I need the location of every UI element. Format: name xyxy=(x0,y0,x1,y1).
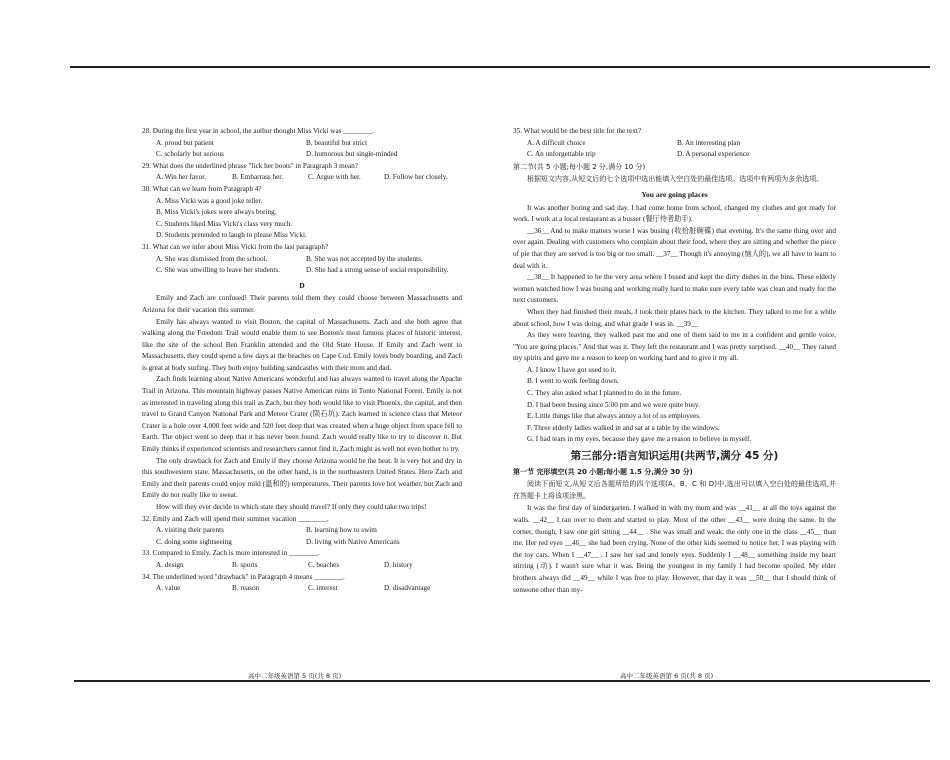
options-row xyxy=(142,172,462,184)
answer-option: D. humorous but single-minded xyxy=(306,150,398,159)
answer-option: D. Follow her closely. xyxy=(384,173,448,182)
cloze-passage: It was the first day of kindergarten. I walked in with my mom and was __41__ at all the toys against the walls. __42__ I ran over to them and started to play. Most of the other __43__ were doing the same. In the corner, though, I saw one girl sitting __44__ . She was small and weak, the only one in the class __45__ than me. Her red eyes __46__ she had been crying. None of the other kids seemed to notice her. I was playing with the toy cars. When I __47__ , I saw her sad and lonely eyes. Suddenly I __48__ something inside my heart stirring (动). I wasn't sure what it was. Being the youngest in my family I had become spoiled. My elder brothers always did __49__ while I was free to play. However, that day it was __50__ that I should think of someone other than my- xyxy=(513,504,836,594)
answer-option: C. She was unwilling to leave her students. xyxy=(156,266,280,275)
bottom-border-line xyxy=(74,680,930,682)
question-stem: 28. During the first year in school, the author thought Miss Vicki was ________. xyxy=(142,127,374,135)
question-stem: 35. What would be the best title for the text? xyxy=(513,127,642,135)
page-footer-left: 高中二年级英语第 5 页(共 8 页) xyxy=(248,672,342,680)
answer-option: C. Students liked Miss Vicki's class very much. xyxy=(156,219,293,228)
answer-option: C. doing some sightseeing xyxy=(156,537,232,546)
question-stem: 30. What can we learn from Paragraph 4? xyxy=(142,184,262,193)
answer-option: C. Argue with her. xyxy=(308,173,361,182)
section-1-heading: 第一节 完形填空(共 20 小题;每小题 1.5 分,满分 30 分) xyxy=(513,467,693,476)
answer-option: B. reason xyxy=(232,584,260,593)
passage-paragraph: __36__ And to make matters worse I was busing (收拾脏碗碟) that evening. It's the same thing over and over again. Dealing with customers who complain about their food, where they are sitting and whether the piece of pie that they are served is too big or too small. __37__ Though it's annoying (恼人的), we all have to learn to deal with it. xyxy=(513,226,836,270)
question-stem: 34. The underlined word "drawback" in Paragraph 4 means ________. xyxy=(142,572,345,581)
passage-paragraph: It was another boring and sad day. I had come home from school, changed my clothes and got ready for work. I work at a local restaurant as a busser (餐厅侍者助手). xyxy=(513,203,836,224)
section-1-instructions: 阅读下面短文,从短文后各题所给的四个选项(A、B、C 和 D)中,选出可以填入空白处的最佳选项,并在答题卡上将该项涂黑。 xyxy=(513,480,836,500)
answer-option: B. Embarrass her. xyxy=(232,173,284,182)
question-35 xyxy=(513,126,836,161)
passage-paragraph: As they were leaving, they walked past me and one of them said to me in a confident and gentle voice, "You are going places." And that was it. They left the restaurant and I was pretty surprised. __40__ They raised my spirits and gave me a reason to keep on working hard and to give it my all. xyxy=(513,331,836,363)
answer-option: A. A difficult choice xyxy=(527,138,586,147)
part-3-heading: 第三部分:语言知识运用(共两节,满分 45 分) xyxy=(570,450,779,463)
answer-option: B. learning how to swim xyxy=(306,526,377,535)
question-stem: 33. Compared to Emily, Zach is more interested in ________. xyxy=(142,549,320,558)
answer-option: B. Miss Vicki's jokes were always boring. xyxy=(156,208,277,217)
passage-paragraph: Zach finds learning about Native Americans wonderful and has always wanted to travel along the Apache Trail in Arizona. This mountain highway passes Native American ruins in Tonto National Forest. Emily is not as interested in traveling along this trail as Zach, but they both would like to visit Phoenix, the capital, and then travel to Grand Canyon National Park and Meteor Crater (陨石坑). Zach learned in science class that Meteor Crater is a hole over 4,000 feet wide and 520 feet deep that was created when a huge object from space fell to Earth. The object went so deep that it has never been found. Zach would really like to try to discover it. But Emily thinks if experienced scientists and researchers cannot find it, Zach might as well not even bother to try. xyxy=(142,375,462,454)
answer-option: A. visiting their parents xyxy=(156,526,224,535)
seven-choose-five-passage xyxy=(513,203,836,365)
passage-paragraph: How will they ever decide to which state they should travel? If only they could take two trips! xyxy=(156,503,427,511)
right-column xyxy=(513,126,836,596)
answer-option: B. She was not accepted by the students. xyxy=(306,254,423,263)
top-border-line xyxy=(70,66,930,68)
options-row xyxy=(142,265,462,277)
answer-option: B. beautiful but strict xyxy=(306,138,368,147)
questions-28-31 xyxy=(142,126,462,277)
passage-paragraph: When they had finished their meals, I took their plates back to the kitchen. They talked to me for a while about school, how I was doing, and what grade I was in. __39__ xyxy=(513,307,836,328)
answer-choice: E. Little things like that always annoy a lot of us employees. xyxy=(527,412,701,421)
answer-choice: A. I know I have got used to it. xyxy=(527,365,617,374)
passage-paragraph: Emily has always wanted to visit Boston, the capital of Massachusetts. Zach and she both agree that walking along the Freedom Trail would enable them to see Boston's most famous places of historic interest, like the site of the school Ben Franklin attended and the Old State House. If Emily and Zach went to Massachusetts, they could spend a few days at the beaches on Cape Cod. Emily loves body boarding, and Zach is great at body surfing. They both enjoy building sandcastles with their mom and dad. xyxy=(142,317,462,372)
left-column xyxy=(142,126,462,595)
answer-choice: D. I had been busing since 5:00 pm and we were quite busy. xyxy=(527,400,700,409)
page-footer-right: 高中二年级英语第 6 页(共 8 页) xyxy=(620,672,714,680)
answer-choice: C. They also asked what I planned to do in the future. xyxy=(527,389,682,398)
answer-option: D. disadvantage xyxy=(384,584,431,593)
answer-choices-list xyxy=(513,365,836,446)
options-row xyxy=(142,138,462,150)
options-row xyxy=(142,149,462,161)
answer-choice: G. I had tears in my eyes, because they gave me a reason to believe in myself. xyxy=(527,435,752,444)
questions-32-34 xyxy=(142,514,462,595)
options-row xyxy=(513,138,836,150)
question-stem: 29. What does the underlined phrase "lick her boots" in Paragraph 3 mean? xyxy=(142,161,358,170)
question-stem: 32. Emily and Zach will spend their summer vacation ________. xyxy=(142,514,329,523)
options-row xyxy=(142,537,462,549)
options-row xyxy=(142,560,462,572)
answer-option: A. Win her favor. xyxy=(156,173,207,182)
options-row xyxy=(142,254,462,266)
answer-option: C. scholarly but serious xyxy=(156,150,224,159)
answer-option: A. proud but patient xyxy=(156,138,214,147)
passage-paragraph: Emily and Zach are confused! Their parents told them they could choose between Massachusetts and Arizona for their vacation this summer. xyxy=(142,294,462,314)
answer-choice: F. Three elderly ladies walked in and sat at a table by the windows. xyxy=(527,423,720,432)
passage-d xyxy=(142,293,462,513)
options-row xyxy=(142,525,462,537)
passage-paragraph: The only drawback for Zach and Emily if they choose Arizona would be the heat. It is very hot and dry in this southwestern state. Massachusetts, on the other hand, is in the northeastern United States. Here Zach and Emily and their parents could enjoy mild (温和的) temperatures. Their parents love hot weather, but Zach and Emily do not really like to sweat. xyxy=(142,456,462,500)
answer-option: D. history xyxy=(384,560,413,569)
section-2-instructions: 根据短文内容,从短文后的七个选项中选出能填入空白处的最佳选项。选项中有两项为多余选项。 xyxy=(527,175,824,184)
answer-option: D. Students pretended to laugh to please Miss Vicki. xyxy=(156,231,307,240)
options-row xyxy=(142,583,462,595)
answer-option: C. beaches xyxy=(308,560,340,569)
passage-label: D xyxy=(299,280,305,290)
passage-title: You are going places xyxy=(641,189,708,199)
answer-option: B. sports xyxy=(232,560,258,569)
answer-option: D. A personal experience xyxy=(677,150,750,159)
answer-option: C. An unforgettable trip xyxy=(527,150,596,159)
answer-option: A. value xyxy=(156,584,181,593)
answer-option: A. She was dismissed from the school. xyxy=(156,254,268,263)
answer-option: A. design xyxy=(156,560,184,569)
passage-paragraph: __38__ It happened to be the very area where I bused and kept the dirty dishes in the bins. These elderly women watched how I was busing and working really hard to make sure every table was clean and ready for the next customers. xyxy=(513,273,836,305)
answer-choice: B. I went to work feeling down. xyxy=(527,377,619,386)
answer-option: D. She had a strong sense of social responsibility. xyxy=(306,266,449,275)
answer-option: D. living with Native Americans xyxy=(306,537,400,546)
answer-option: A. Miss Vicki was a good joke teller. xyxy=(156,196,263,205)
options-row xyxy=(513,149,836,161)
answer-option: C. interest xyxy=(308,584,338,593)
section-2-heading: 第二节(共 5 小题;每小题 2 分,满分 10 分) xyxy=(513,162,646,171)
question-stem: 31. What can we infer about Miss Vicki from the last paragraph? xyxy=(142,242,329,251)
answer-option: B. An interesting plan xyxy=(677,138,741,147)
